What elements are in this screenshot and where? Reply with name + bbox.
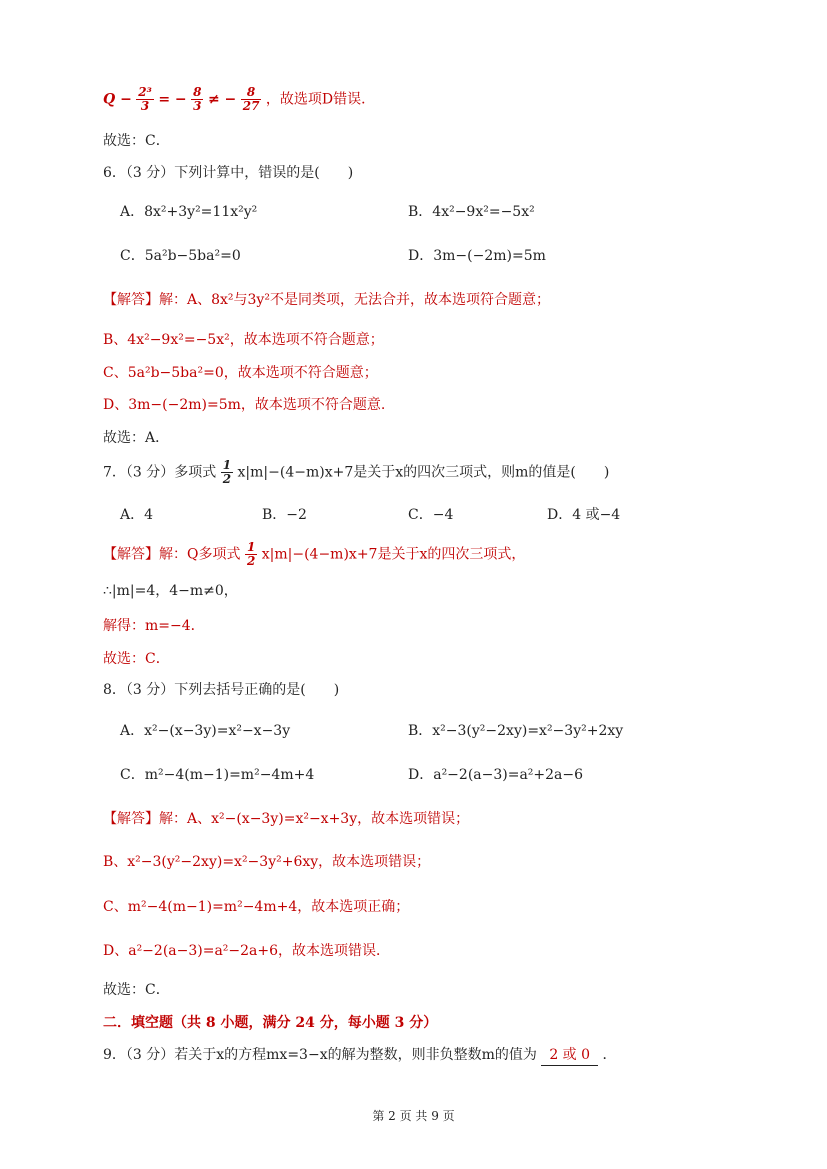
question-9-stem: 9．（3 分）若关于x的方程mx=3−x的解为整数，则非负整数m的值为 2 或 0 ． bbox=[103, 1045, 617, 1066]
q8-solution-3: C、m²−4(m−1)=m²−4m+4，故本选项正确； bbox=[103, 899, 410, 915]
fraction: $\frac{8}{3}$ bbox=[193, 85, 202, 113]
fraction: $\frac{8}{27}$ bbox=[242, 85, 260, 113]
section-heading-fill-in: 二．填空题（共 8 小题，满分 24 分，每小题 3 分） bbox=[103, 1015, 438, 1031]
q6-option-c: C．5a²b−5ba²=0 bbox=[120, 248, 241, 264]
q6-option-a: A．8x²+3y²=11x²y² bbox=[120, 204, 258, 220]
q6-solution-2: B、4x²−9x²=−5x²，故本选项不符合题意； bbox=[103, 332, 384, 348]
q7-option-a: A．4 bbox=[120, 507, 154, 523]
q6-solution-3: C、5a²b−5ba²=0，故本选项不符合题意； bbox=[103, 365, 378, 381]
fraction: $\frac{1}{2}$ bbox=[246, 540, 256, 568]
q7-option-c: C．−4 bbox=[408, 507, 454, 523]
question-6-stem: 6．（3 分）下列计算中，错误的是( ) bbox=[103, 165, 354, 181]
q9-answer-blank: 2 或 0 bbox=[541, 1045, 598, 1066]
q8-option-a: A．x²−(x−3y)=x²−x−3y bbox=[120, 723, 291, 739]
q7-solution-3: 解得：m=−4． bbox=[103, 618, 205, 634]
q6-option-b: B．4x²−9x²=−5x² bbox=[408, 204, 535, 220]
page-footer: 第 2 页 共 9 页 bbox=[372, 1109, 455, 1123]
q6-option-d: D．3m−(−2m)=5m bbox=[408, 248, 546, 264]
q7-option-b: B．−2 bbox=[262, 507, 307, 523]
fraction: $\frac{1}{2}$ bbox=[222, 458, 232, 486]
question-8-stem: 8．（3 分）下列去括号正确的是( ) bbox=[103, 682, 340, 698]
therefore-symbol: Q − bbox=[103, 91, 132, 108]
fraction: $\frac{\text{2³}}{3}$ bbox=[138, 85, 152, 113]
q6-choose: 故选：A． bbox=[103, 430, 170, 446]
q7-option-d: D．4 或−4 bbox=[547, 507, 621, 523]
q8-option-b: B．x²−3(y²−2xy)=x²−3y²+2xy bbox=[408, 723, 624, 739]
q6-solution-1: 【解答】解：A、8x²与3y²不是同类项，无法合并，故本选项符合题意； bbox=[103, 292, 550, 308]
q8-solution-4: D、a²−2(a−3)=a²−2a+6，故本选项错误． bbox=[103, 943, 391, 959]
conclusion-text: ，故选项D错误． bbox=[265, 91, 376, 108]
q8-solution-1: 【解答】解：A、x²−(x−3y)=x²−x+3y，故本选项错误； bbox=[103, 811, 470, 827]
solution-line-q5-conclusion: Q − $\frac{\text{2³}}{3}$ = − $\frac{8}{3}$ ≠ − $\frac{8}{27}$ ，故选项D错误． bbox=[103, 85, 376, 113]
q7-choose: 故选：C． bbox=[103, 651, 170, 667]
choose-answer: 故选：C． bbox=[103, 133, 170, 149]
q8-choose: 故选：C． bbox=[103, 982, 170, 998]
question-7-stem: 7．（3 分）多项式 $\frac{1}{2}$ x|m|−(4−m)x+7是关于x的四次三项式，则m的值是( ) bbox=[103, 458, 610, 486]
q8-solution-2: B、x²−3(y²−2xy)=x²−3y²+6xy，故本选项错误； bbox=[103, 854, 431, 870]
q7-solution-2: ∴|m|=4，4−m≠0， bbox=[103, 583, 238, 599]
q8-option-c: C．m²−4(m−1)=m²−4m+4 bbox=[120, 767, 315, 783]
q8-option-d: D．a²−2(a−3)=a²+2a−6 bbox=[408, 767, 584, 783]
q7-solution-1: 【解答】解：Q多项式 $\frac{1}{2}$ x|m|−(4−m)x+7是关于x的四次三项式， bbox=[103, 540, 526, 568]
q6-solution-4: D、3m−(−2m)=5m，故本选项不符合题意. bbox=[103, 397, 386, 413]
